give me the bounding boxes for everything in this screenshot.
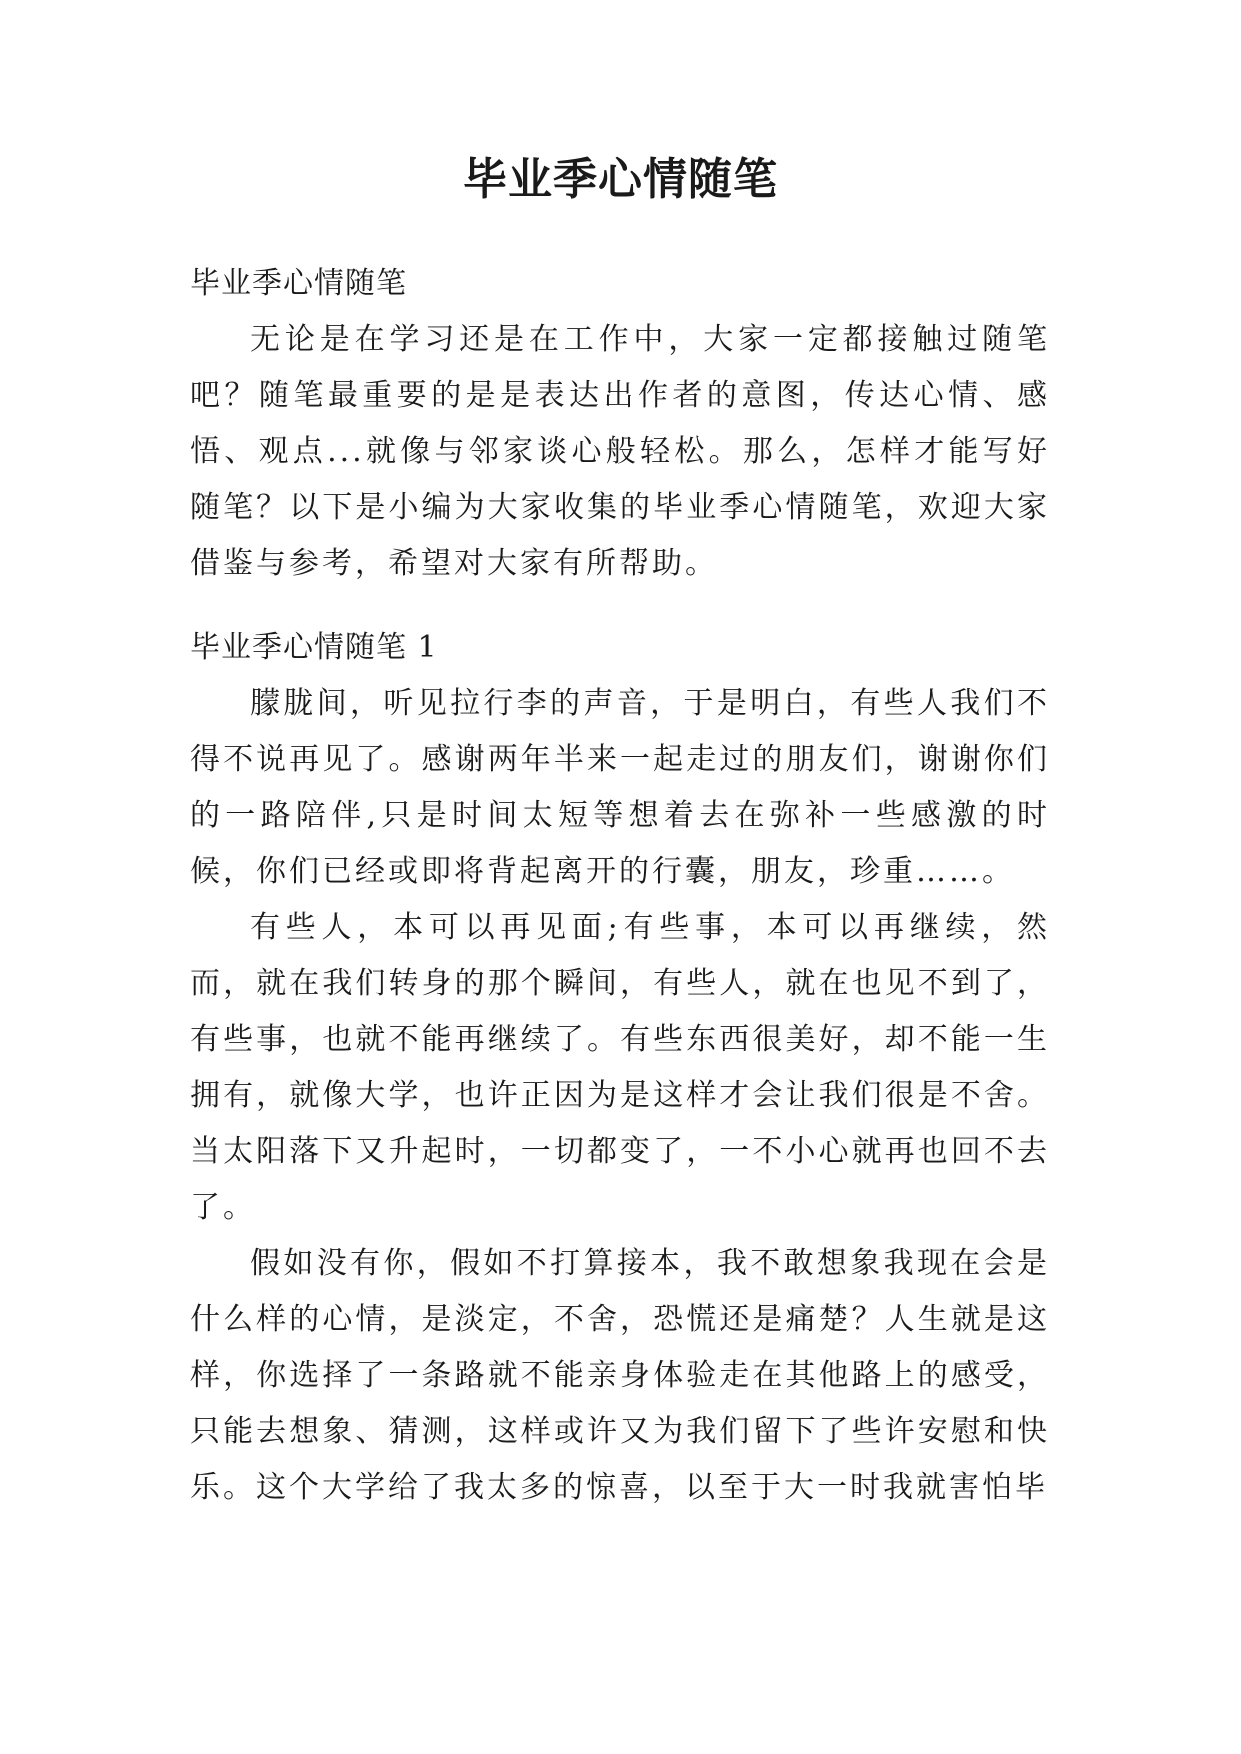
essay-1-body (190, 676, 1050, 1516)
intro-paragraph: 无论是在学习还是在工作中，大家一定都接触过随笔吧？随笔最重要的是是表达出作者的意图，传达心情、感悟、观点...就像与邻家谈心般轻松。那么，怎样才能写好随笔？以下是小编为大家收集的毕业季心情随笔，欢迎大家借鉴与参考，希望对大家有所帮助。 (190, 322, 1050, 581)
section-heading-intro: 毕业季心情随笔 (190, 266, 407, 301)
section-heading-essay-1: 毕业季心情随笔 1 (190, 630, 438, 665)
essay-1-paragraph-1: 朦胧间，听见拉行李的声音，于是明白，有些人我们不得不说再见了。感谢两年半来一起走过的朋友们，谢谢你们的一路陪伴,只是时间太短等想着去在弥补一些感激的时候，你们已经或即将背起离开的行囊，朋友，珍重……。 (190, 686, 1050, 889)
essay-1-paragraph-3: 假如没有你，假如不打算接本，我不敢想象我现在会是什么样的心情，是淡定，不舍，恐慌还是痛楚？人生就是这样，你选择了一条路就不能亲身体验走在其他路上的感受，只能去想象、猜测，这样或许又为我们留下了些许安慰和快乐。这个大学给了我太多的惊喜，以至于大一时我就害怕毕 (190, 1246, 1050, 1505)
document-title: 毕业季心情随笔 (463, 154, 778, 205)
essay-1-paragraph-2: 有些人，本可以再见面;有些事，本可以再继续，然而，就在我们转身的那个瞬间，有些人，就在也见不到了，有些事，也就不能再继续了。有些东西很美好，却不能一生拥有，就像大学，也许正因为是这样才会让我们很是不舍。当太阳落下又升起时，一切都变了，一不小心就再也回不去了。 (190, 910, 1050, 1225)
intro-body (190, 312, 1050, 592)
